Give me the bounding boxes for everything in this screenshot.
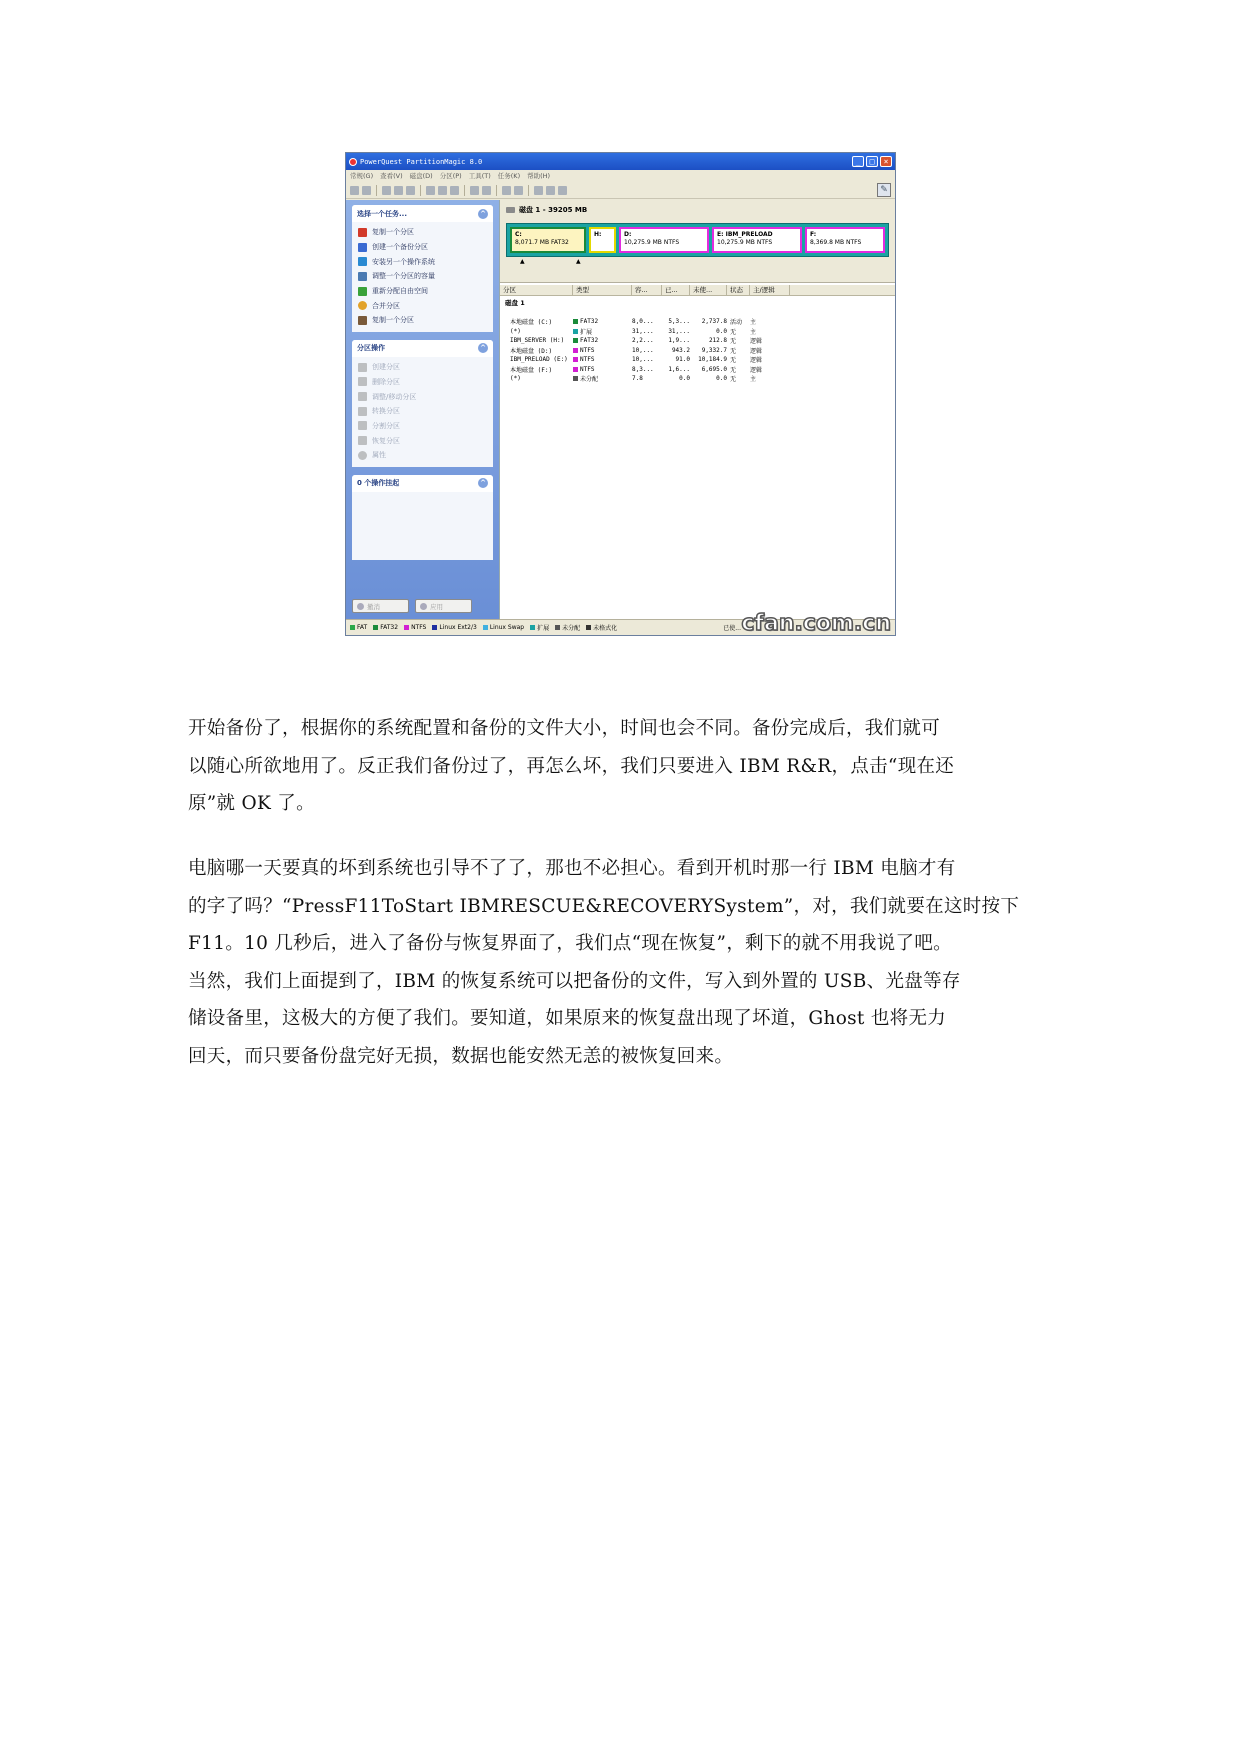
cell-capacity: 7.8 (632, 375, 643, 383)
undo-icon (357, 603, 364, 610)
disk-title (506, 204, 889, 215)
undo-icon[interactable] (534, 186, 543, 195)
column-primary-logical[interactable]: 主/逻辑 (750, 285, 790, 295)
legend-label: FAT32 (380, 624, 399, 631)
task-label: 安装另一个操作系统 (372, 257, 435, 266)
toolbar-separator (420, 185, 421, 196)
menu-tasks[interactable]: 任务(K) (497, 172, 521, 180)
cell-partition-name: 本地磁盘 (C:) (510, 319, 553, 327)
redistribute-space-icon (358, 287, 367, 296)
undo-button[interactable] (352, 599, 409, 613)
table-row[interactable] (500, 317, 895, 327)
legend-item (586, 623, 617, 632)
cell-used: 31,... (668, 327, 690, 335)
partition-ops-title: 分区操作 (357, 344, 385, 353)
cell-type (573, 318, 632, 325)
cell-partition-name: 本地磁盘 (D:) (510, 347, 553, 355)
tasks-list (352, 222, 493, 332)
toolbar (346, 182, 895, 199)
copy-partition-icon (358, 228, 367, 237)
legend-label: 未格式化 (593, 625, 618, 632)
disk-map (500, 200, 895, 283)
undo-label: 撤消 (367, 602, 380, 611)
cell-unused: 10,184.9 (698, 356, 727, 364)
cell-status: 无 (730, 347, 737, 355)
cell-capacity: 8,3... (632, 365, 654, 373)
cell-capacity: 10,... (632, 356, 654, 364)
cell-used: 1,9... (668, 337, 690, 345)
partition-strip (506, 223, 889, 257)
task-create-backup[interactable] (358, 240, 487, 255)
cell-primary-logical: 逻辑 (750, 366, 763, 374)
cell-primary-logical: 主 (750, 328, 757, 336)
legend-item (555, 623, 580, 632)
legend-item (432, 624, 476, 631)
cell-status: 无 (730, 328, 737, 336)
window-controls (852, 156, 892, 167)
legend-swatch-icon (586, 625, 591, 630)
cell-capacity: 8,0... (632, 318, 654, 326)
toolbar-separator (528, 185, 529, 196)
type-label: NTFS (580, 365, 595, 373)
toolbar-separator (376, 185, 377, 196)
status-tail: 已使... (723, 625, 741, 632)
menu-tools[interactable]: 工具(T) (468, 172, 491, 180)
filesystem-swatch-icon (573, 357, 578, 362)
table-header (500, 285, 895, 296)
cell-capacity: 31,... (632, 327, 654, 335)
partition-name: C: (515, 231, 522, 238)
task-resize[interactable] (358, 269, 487, 284)
partition-block-c[interactable] (510, 227, 586, 253)
task-label: 创建一个备份分区 (372, 243, 428, 252)
cell-status: 活动 (730, 319, 743, 327)
legend-item (404, 624, 426, 631)
task-label: 重新分配自由空间 (372, 287, 428, 296)
cell-primary-logical: 逻辑 (750, 338, 763, 346)
partition-info: 8,071.7 MB FAT32 (515, 239, 569, 246)
legend-label: Linux Swap (489, 624, 525, 631)
cell-unused: 0.0 (716, 327, 727, 335)
legend-swatch-icon (432, 625, 437, 630)
filesystem-swatch-icon (573, 348, 578, 353)
minimize-button[interactable]: _ (852, 156, 864, 167)
main-area (346, 200, 895, 619)
legend-swatch-icon (483, 625, 488, 630)
merge-partition-icon (358, 301, 367, 310)
legend-item (483, 624, 524, 631)
filesystem-swatch-icon (573, 376, 578, 381)
apply-button[interactable] (415, 599, 472, 613)
pending-ops-panel (352, 475, 493, 560)
cell-type (573, 356, 632, 363)
legend-item (530, 623, 549, 632)
partition-name: E: IBM_PRELOAD (717, 231, 773, 238)
cell-unused: 212.8 (708, 337, 727, 345)
toolbar-separator (496, 185, 497, 196)
cell-used: 1,6... (668, 365, 690, 373)
legend-item (350, 624, 367, 631)
partitionmagic-screenshot (345, 152, 896, 636)
paragraph-2: 电脑哪一天要真的坏到系统也引导不了了，那也不必担心。看到开机时那一行 IBM 电脑才有 的字了吗？“PressF11ToStart IBMRESCUE&RECOVERYSystem”，对，我们就要在这时按下 F11。10 几秒后，进入了备份与恢复界面了，我们点“现在恢复”，剩下的就不用我说了吧。 当然，我们上面提到了，IBM 的恢复系统可以把备份的文件，写入到外置的 USB、光盘等存 储设备里，这极大的方便了我们。要知道，如果原来的恢复盘出现了坏道，Ghost 也将无力 回天，而只要备份盘完好无损，数据也能安然无恙的被恢复回来。 (188, 858, 1020, 1067)
undelete-icon[interactable] (406, 186, 415, 195)
op-label: 恢复分区 (372, 436, 400, 445)
toolbar-separator (464, 185, 465, 196)
cell-type (573, 366, 632, 373)
resize-move-icon (358, 392, 367, 401)
type-label: 未分配 (580, 376, 599, 384)
backup-partition-icon (358, 243, 367, 252)
convert-icon[interactable] (426, 186, 435, 195)
close-button[interactable]: × (880, 156, 892, 167)
menu-bar (346, 170, 895, 182)
tasks-panel (352, 205, 493, 332)
partition-info: 10,275.9 MB NTFS (624, 239, 680, 246)
table-row[interactable] (500, 355, 895, 365)
info-icon[interactable] (502, 186, 511, 195)
column-type[interactable]: 类型 (573, 285, 632, 295)
menu-partition[interactable]: 分区(P) (439, 172, 462, 180)
cell-primary-logical: 主 (750, 376, 757, 384)
cell-used: 943.2 (671, 346, 690, 354)
cell-partition-name: (*) (510, 375, 521, 383)
cell-status: 无 (730, 357, 737, 365)
split-icon (358, 421, 367, 430)
partition-block-f[interactable] (805, 227, 885, 253)
task-label: 调整一个分区的容量 (372, 272, 435, 281)
cell-partition-name: IBM_PRELOAD (E:) (510, 356, 568, 364)
op-undelete[interactable] (358, 433, 487, 448)
window-titlebar (346, 153, 895, 170)
pending-ops-list (352, 492, 493, 560)
watermark: cfan.com.cn (741, 611, 891, 636)
op-properties[interactable] (358, 448, 487, 463)
partition-ops-panel (352, 340, 493, 467)
marker-arrow-icon: ▲ (576, 258, 581, 265)
resize-icon[interactable] (382, 186, 391, 195)
op-label: 转换分区 (372, 407, 400, 416)
partition-info: 8,369.8 MB NTFS (810, 239, 862, 246)
disk-title-text: 磁盘 1 - 39205 MB (519, 205, 588, 214)
disk-group-row[interactable]: 磁盘 1 (505, 299, 525, 307)
menu-help[interactable]: 帮助(H) (527, 172, 551, 180)
apply-icon[interactable] (558, 186, 567, 195)
column-status[interactable]: 状态 (727, 285, 750, 295)
copy-partition-icon (358, 316, 367, 325)
install-os-icon (358, 257, 367, 266)
op-convert[interactable] (358, 404, 487, 419)
task-label: 复制一个分区 (372, 228, 414, 237)
op-label: 属性 (372, 451, 386, 460)
partition-ops-list (352, 357, 493, 467)
legend-label: NTFS (411, 624, 427, 631)
partition-name: H: (594, 231, 602, 238)
paragraph-1: 开始备份了，根据你的系统配置和备份的文件大小，时间也会不同。备份完成后，我们就可 以随心所欲地用了。反正我们备份过了，再怎么坏，我们只要进入 IBM R&R，点击“现在还 原”就 OK 了。 (188, 718, 955, 814)
tasks-panel-title: 选择一个任务... (357, 209, 407, 218)
type-label: NTFS (580, 346, 595, 354)
cell-type (573, 374, 632, 383)
column-used[interactable]: 已... (662, 285, 690, 295)
cell-status: 无 (730, 366, 737, 374)
column-capacity[interactable]: 容... (632, 285, 662, 295)
create-partition-icon[interactable] (350, 186, 359, 195)
pending-ops-title: 0 个操作挂起 (357, 479, 400, 488)
cell-primary-logical: 逻辑 (750, 357, 763, 365)
wizard-icon[interactable]: ✎ (877, 183, 891, 197)
hard-disk-icon (506, 207, 515, 213)
menu-view[interactable]: 查看(V) (380, 172, 403, 180)
cell-type (573, 327, 632, 336)
legend-item (373, 624, 398, 631)
op-label: 删除分区 (372, 377, 400, 386)
task-copy-partition-2[interactable] (358, 313, 487, 328)
cell-unused: 0.0 (716, 375, 727, 383)
cell-used: 0.0 (679, 375, 690, 383)
copy-icon[interactable] (394, 186, 403, 195)
filesystem-swatch-icon (573, 329, 578, 334)
legend-label: Linux Ext2/3 (439, 624, 477, 631)
legend-swatch-icon (555, 625, 560, 630)
apply-label: 应用 (430, 602, 443, 611)
partition-block-e[interactable] (712, 227, 802, 253)
partition-table (500, 285, 895, 619)
partition-block-d[interactable] (619, 227, 709, 253)
menu-general[interactable]: 常规(G) (350, 172, 374, 180)
collapse-icon[interactable]: ^ (478, 209, 488, 219)
maximize-button[interactable]: □ (866, 156, 878, 167)
op-split[interactable] (358, 419, 487, 434)
table-row[interactable] (500, 336, 895, 346)
task-sidebar (346, 200, 499, 619)
column-unused[interactable]: 未使... (690, 285, 727, 295)
table-row[interactable] (500, 365, 895, 375)
op-delete[interactable] (358, 375, 487, 390)
legend-swatch-icon (530, 625, 535, 630)
merge-icon[interactable] (450, 186, 459, 195)
op-label: 调整/移动分区 (372, 392, 417, 401)
table-row[interactable] (500, 327, 895, 337)
undelete-icon (358, 436, 367, 445)
cell-partition-name: (*) (510, 327, 521, 335)
menu-disk[interactable]: 磁盘(D) (409, 172, 433, 180)
table-row[interactable] (500, 346, 895, 356)
op-label: 分割分区 (372, 421, 400, 430)
cell-partition-name: 本地磁盘 (F:) (510, 366, 553, 374)
filesystem-swatch-icon (573, 367, 578, 372)
legend-label: 扩展 (537, 625, 550, 632)
cell-partition-name: IBM_SERVER (H:) (510, 337, 565, 345)
legend-label: 未分配 (562, 625, 581, 632)
filesystem-swatch-icon (573, 338, 578, 343)
cell-type (573, 347, 632, 354)
type-label: FAT32 (580, 337, 599, 345)
cell-capacity: 2,2... (632, 337, 654, 345)
resize-partition-icon (358, 272, 367, 281)
collapse-icon[interactable]: ^ (478, 478, 488, 488)
partition-info: 10,275.9 MB NTFS (717, 239, 773, 246)
tasks-panel-header[interactable] (352, 205, 493, 222)
task-copy-partition[interactable] (358, 225, 487, 240)
cell-primary-logical: 逻辑 (750, 347, 763, 355)
legend-swatch-icon (350, 625, 355, 630)
partition-name: F: (810, 231, 817, 238)
op-create[interactable] (358, 360, 487, 375)
delete-icon (358, 377, 367, 386)
task-merge[interactable] (358, 298, 487, 313)
column-partition[interactable]: 分区 (500, 285, 573, 295)
partition-ops-header[interactable] (352, 340, 493, 357)
legend-swatch-icon (404, 625, 409, 630)
convert-icon (358, 407, 367, 416)
create-icon (358, 363, 367, 372)
collapse-icon[interactable]: ^ (478, 343, 488, 353)
properties-icon[interactable] (470, 186, 479, 195)
cell-primary-logical: 主 (750, 319, 757, 327)
type-label: 扩展 (580, 328, 593, 336)
op-label: 创建分区 (372, 363, 400, 372)
table-row[interactable] (500, 374, 895, 384)
cell-unused: 6,695.0 (701, 365, 727, 373)
op-resize-move[interactable] (358, 389, 487, 404)
partition-block-h[interactable] (589, 227, 616, 253)
search-icon[interactable] (514, 186, 523, 195)
delete-partition-icon[interactable] (362, 186, 371, 195)
legend-swatch-icon (373, 625, 378, 630)
partition-markers (506, 257, 889, 265)
cell-used: 5,3... (668, 318, 690, 326)
partition-name: D: (624, 231, 632, 238)
cell-type (573, 337, 632, 344)
window-title: PowerQuest PartitionMagic 8.0 (360, 157, 483, 166)
properties-icon (358, 451, 367, 460)
cell-status: 无 (730, 338, 737, 346)
cell-used: 91.0 (675, 356, 690, 364)
check-icon[interactable] (482, 186, 491, 195)
filesystem-swatch-icon (573, 319, 578, 324)
task-install-os[interactable] (358, 254, 487, 269)
table-rows (500, 308, 895, 384)
split-icon[interactable] (438, 186, 447, 195)
app-icon (349, 158, 357, 166)
type-label: NTFS (580, 356, 595, 364)
apply-icon (420, 603, 427, 610)
task-redistribute[interactable] (358, 284, 487, 299)
action-buttons (352, 599, 472, 613)
marker-arrow-icon: ▲ (520, 258, 525, 265)
cell-status: 无 (730, 376, 737, 384)
type-label: FAT32 (580, 318, 599, 326)
cell-unused: 9,332.7 (701, 346, 727, 354)
task-label: 合并分区 (372, 301, 400, 310)
disk-view (499, 200, 895, 619)
pending-ops-header[interactable] (352, 475, 493, 492)
legend-label: FAT (357, 624, 368, 631)
help-icon[interactable] (546, 186, 555, 195)
task-label: 复制一个分区 (372, 316, 414, 325)
cell-capacity: 10,... (632, 346, 654, 354)
cell-unused: 2,737.8 (701, 318, 727, 326)
